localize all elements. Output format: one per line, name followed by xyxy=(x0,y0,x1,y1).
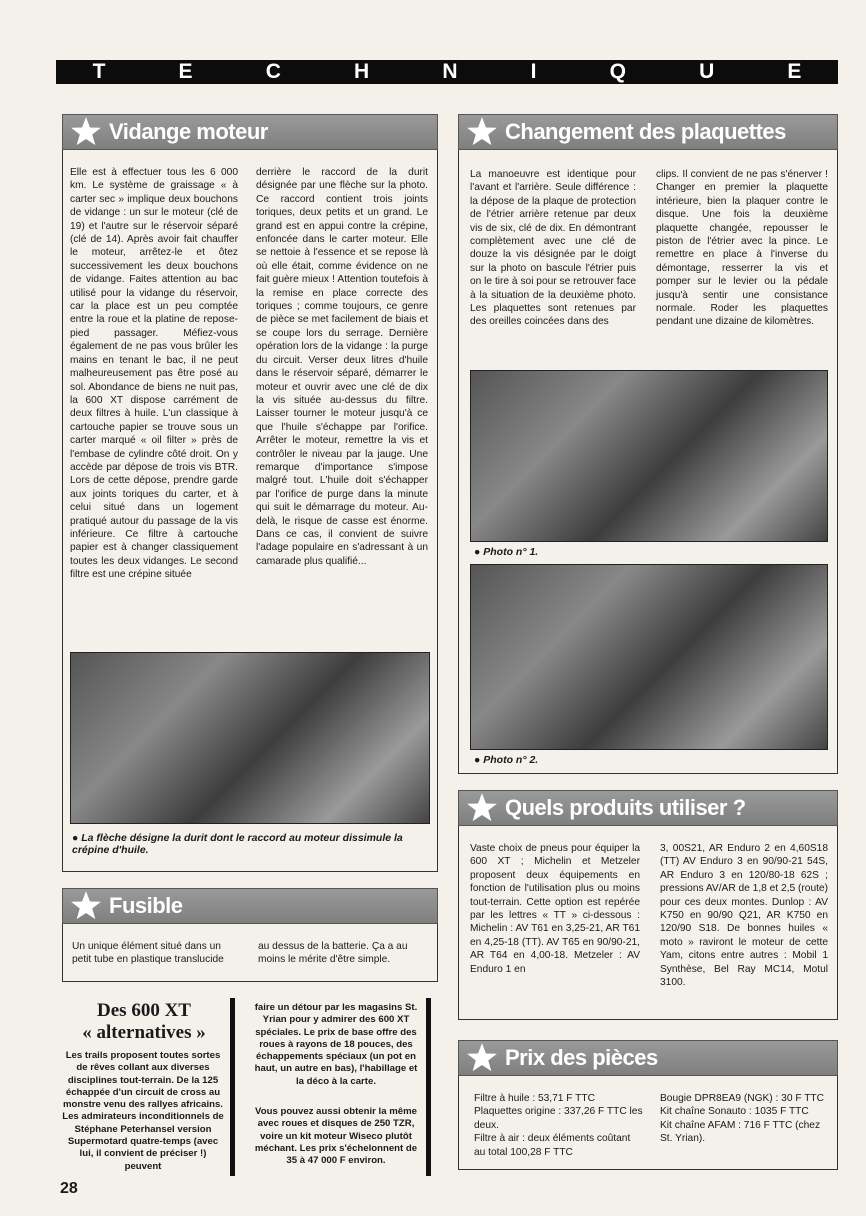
photo-1-caption: ● Photo n° 1. xyxy=(474,546,539,558)
technique-banner xyxy=(56,60,838,84)
banner-letter: C xyxy=(265,60,281,83)
alternatives-title xyxy=(62,1000,226,1044)
banner-letter: E xyxy=(787,60,802,83)
section-title: Vidange moteur xyxy=(109,119,268,144)
price-line: Filtre à air : deux éléments coûtant au total 100,28 F TTC xyxy=(474,1133,631,1158)
section-title: Changement des plaquettes xyxy=(505,119,786,144)
price-line: Kit chaîne Sonauto : 1035 F TTC xyxy=(660,1106,809,1118)
prix-text-col2 xyxy=(660,1092,828,1146)
section-title: Prix des pièces xyxy=(505,1045,658,1070)
brake-photo-1 xyxy=(470,370,828,542)
produits-header xyxy=(458,790,838,826)
caption-text: Photo n° 1. xyxy=(483,546,539,558)
alternatives-text-col2b: Vous pouvez aussi obtenir la même avec roues et disques de 250 TZR, voire un kit moteur Wiseco plutôt méchant. Les prix s'échelonnent de 35 à 47 000 F environ. xyxy=(254,1106,418,1167)
fusible-text-col2: au dessus de la batterie. Ça a au moins le mérite d'être simple. xyxy=(258,941,408,966)
prix-text-col1 xyxy=(474,1092,644,1159)
sidebar-rule xyxy=(426,998,431,1176)
star-icon xyxy=(465,791,499,825)
title-line: « alternatives » xyxy=(82,1022,206,1043)
banner-letter: N xyxy=(442,60,458,83)
photo-caption: ● La flèche désigne la durit dont le raccord au moteur dissimule la crépine d'huile. xyxy=(72,832,403,856)
alternatives-text-col2a: faire un détour par les magasins St. Yrian pour y admirer des 600 XT spéciales. Le prix de base offre des roues à rayons de 18 pouces, des échappements spéciaux (un pot en haut, un autre en bas), l'habillage et la déco à la carte. xyxy=(254,1002,418,1087)
fusible-header xyxy=(62,888,438,924)
vidange-text-col2: derrière le raccord de la durit désignée par une flèche sur la photo. Ce raccord contient trois joints toriques, deux petits et un grand. Le grand est en appui contre la crépine, enfoncée dans le carter moteur. Elle se nettoie à l'essence et se repose là où elle était, comme évidence on ne fait guère mieux ! Attention toutefois à la remise en place correcte des toriques ; comme toujours, ce genre de pièce se met facilement de biais et se coupe lors du serrage. Dernière opération lors de la vidange : la purge du circuit. Verser deux litres d'huile dans le réservoir séparé, démarrer le moteur et ouvrir avec une clé de dix la vis située au-dessus du filtre. Laisser tourner le moteur jusqu'à ce que l'huile s'échappe par l'orifice. Arrêter le moteur, remettre la vis et contrôler le niveau par la jauge. Une remarque d'importance s'impose malgré tout. L'huile doit s'échapper par l'orifice de purge dans la minute qui suit le démarrage du moteur. Au-delà, le risque de casse est énorme. Dans ce cas, il convient de suivre l'adage populaire en s'adressant à un camarade plus qualifié... xyxy=(256,167,428,567)
engine-photo xyxy=(70,652,430,824)
brake-photo-2 xyxy=(470,564,828,750)
fusible-text-col1: Un unique élément situé dans un petit tube en plastique translucide xyxy=(72,941,224,966)
caption-text: La flèche désigne la durit dont le raccord au moteur dissimule la crépine d'huile. xyxy=(72,832,403,856)
page-number: 28 xyxy=(60,1180,78,1197)
price-line: Kit chaîne AFAM : 716 F TTC (chez St. Yrian). xyxy=(660,1119,821,1145)
price-line: Filtre à huile : 53,71 F TTC xyxy=(474,1093,595,1104)
vidange-header xyxy=(62,114,438,150)
banner-letter: T xyxy=(92,60,106,83)
star-icon xyxy=(69,889,103,923)
banner-letter: I xyxy=(530,60,537,83)
produits-text-col2: 3, 00S21, AR Enduro 2 en 4,60S18 (TT) AV Enduro 3 en 90/90-21 54S, AR Enduro 3 en 120/80-18 62S ; pressions AV/AR de 1,8 et 2,5 (route) pour ces deux montes. Dunlop : AV K750 en 90/90 Q21, AR K750 en 120/90 S18. De bonnes huiles « moto » raviront le moteur de cette Yam, citons entre autres : Mobil 1 Synthèse, Bel Ray MC14, Motul 3100. xyxy=(660,843,828,989)
star-icon xyxy=(69,115,103,149)
section-title: Fusible xyxy=(109,893,183,918)
banner-letter: H xyxy=(354,60,370,83)
produits-text-col1: Vaste choix de pneus pour équiper la 600 XT ; Michelin et Metzeler proposent deux équipements en fonction de l'utilisation plus ou moins tout-terrain. Cette option est repérée par les lettres « TT » ci-dessous : Michelin : AV T61 en 3,25-21, AR T61 en 4,25-18 (TT). AV T65 en 90/90-21, AR T64 en 4,00-18. Metzeler : AV Enduro 1 en xyxy=(470,843,640,975)
price-line: Plaquettes origine : 337,26 F TTC les deux. xyxy=(474,1106,643,1131)
banner-letter: E xyxy=(178,60,193,83)
title-line: Des 600 XT xyxy=(97,1000,191,1021)
price-line: Bougie DPR8EA9 (NGK) : 30 F TTC xyxy=(660,1093,824,1104)
section-title: Quels produits utiliser ? xyxy=(505,795,746,820)
alternatives-text-col1: Les trails proposent toutes sortes de rêves collant aux diverses disciplines tout-terrain. De la 125 échappée d'un circuit de cross au monstre venu des rallyes africains. Les admirateurs inconditionnels de Stéphane Peterhansel version Supermotard quatre-temps (avec lui, il convient de préciser !) peuvent xyxy=(62,1050,224,1172)
plaquettes-header xyxy=(458,114,838,150)
banner-letter: U xyxy=(699,60,715,83)
vidange-text-col1: Elle est à effectuer tous les 6 000 km. Le système de graissage « à carter sec » implique deux bouchons de vidange : un sur le moteur (clé de 19) et l'autre sur le réservoir séparé (clé de 14). Après avoir fait chauffer le moteur, arrêtez-le et ôtez successivement les deux bouchons de vidange. Faites attention au bac utilisé pour la vidange du réservoir, car la place est un peu comptée entre la roue et la platine de repose-pied passager. Méfiez-vous également de ne pas vous brûler les mains en tenant le bac, il ne peut malheureusement pas être posé au sol. Abondance de biens ne nuit pas, la 600 XT dispose carrément de deux filtres à huile. L'un classique à cartouche papier se trouve sous un carter marqué « oil filter » près de l'embase de cylindre côté droit. On y accède par dépose de trois vis BTR. Lors de cette dépose, prendre garde aux joints toriques du carter, et à celui situé dans un logement pratiqué autour du passage de la vis inférieure. Ce filtre à cartouche papier est à changer classiquement toutes les deux vidanges. Le second filtre est une crépine située xyxy=(70,167,238,581)
photo-2-caption: ● Photo n° 2. xyxy=(474,754,539,766)
prix-header xyxy=(458,1040,838,1076)
star-icon xyxy=(465,115,499,149)
caption-text: Photo n° 2. xyxy=(483,754,539,766)
plaquettes-text-col1: La manoeuvre est identique pour l'avant et l'arrière. Seule différence : la dépose de la plaque de protection de l'étrier arrière retenue par deux vis de six, clé de dix. En démontrant complètement avec une clé de douze la vis désignée par le doigt sur la photo on bascule l'étrier puis on le tire à soi pour se retrouver face à la situation de la deuxième photo. Les plaquettes sont retenues par des oreilles coincées dans des xyxy=(470,169,636,328)
star-icon xyxy=(465,1041,499,1075)
plaquettes-text-col2: clips. Il convient de ne pas s'énerver ! Changer en premier la plaquette intérieure, bien la plaquer contre le disque. Une fois la deuxième plaquette changée, repousser le piston de l'étrier avec la pince. Le remettre en place à l'inverse du démontage, resserrer la vis et pomper sur le levier ou la pédale jusqu'à sentir une consistance normale. Roder les plaquettes pendant une dizaine de kilomètres. xyxy=(656,169,828,328)
banner-letter: Q xyxy=(609,60,626,83)
sidebar-rule xyxy=(230,998,235,1176)
